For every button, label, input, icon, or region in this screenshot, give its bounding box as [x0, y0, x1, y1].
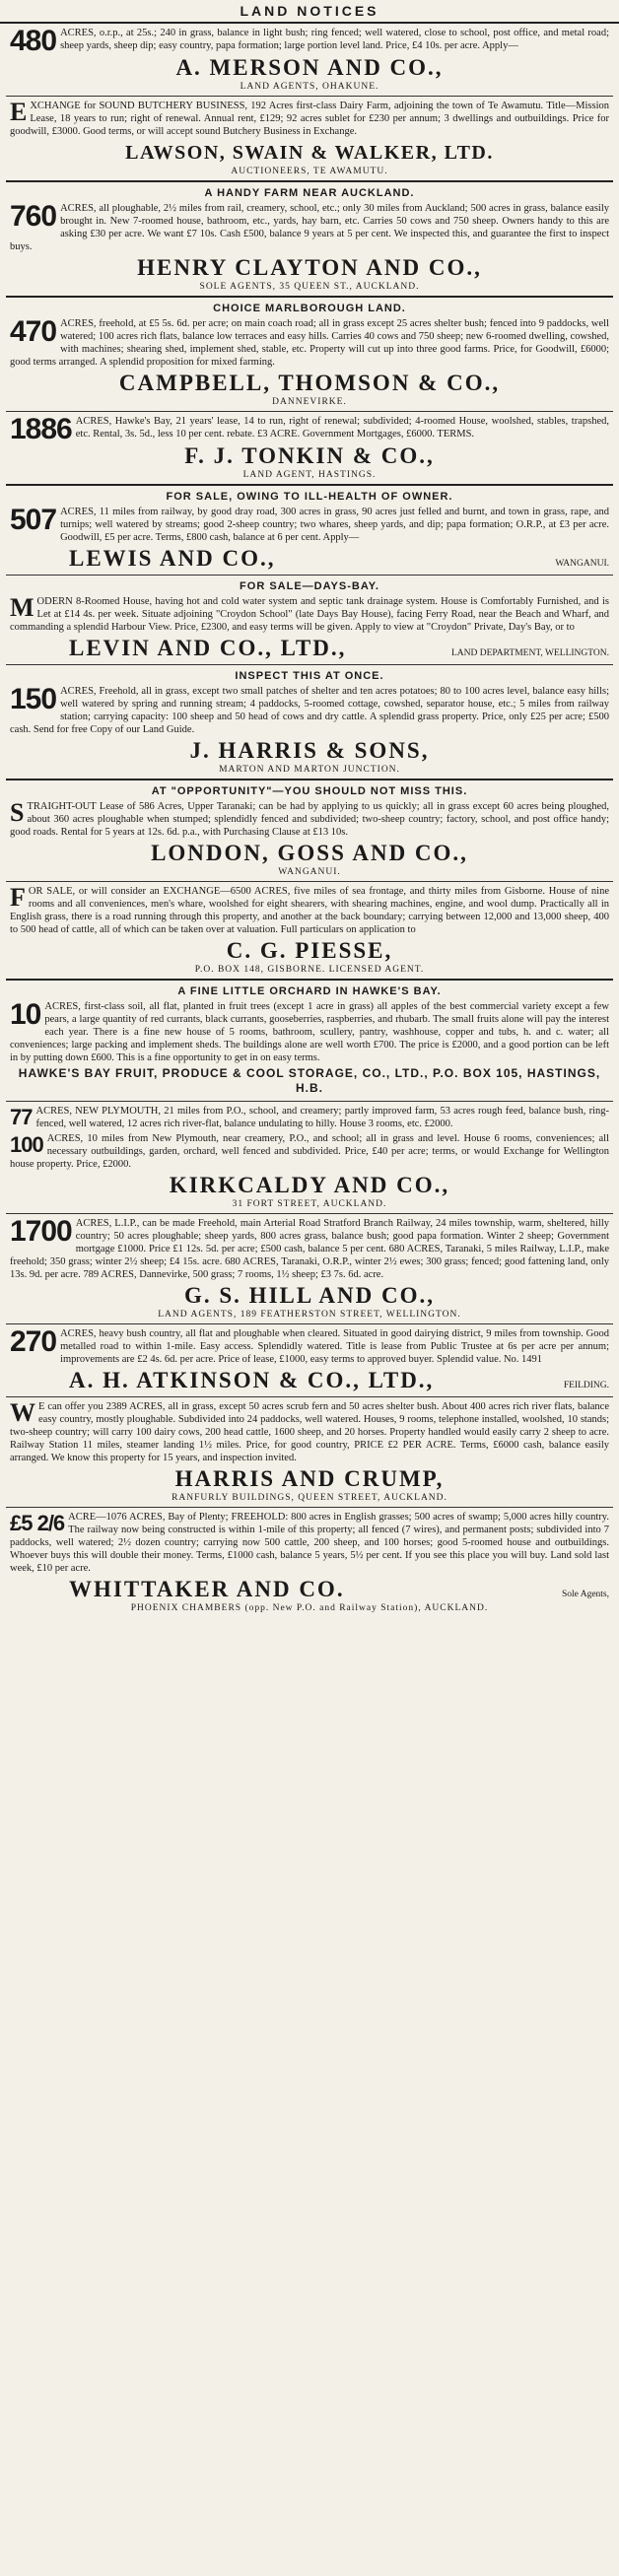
advertiser-name: C. G. PIESSE, — [226, 938, 393, 963]
ad-body — [10, 25, 609, 57]
land-notice-ad — [0, 882, 619, 979]
drop-cap: F — [10, 883, 26, 912]
ad-body — [10, 100, 609, 138]
ad-text: OR SALE, or will consider an EXCHANGE—6500 ACRES, five miles of sea frontage, and thirty miles from Gisborne. House of nine rooms and all conveniences, men's whare, woolshed for eight shearers, with shearing machines, engine, and wool dump. Practically all in English grass, there is a road running through this property, and another at the back boundary; carrying between 12,000 and 13,000 sheep, 400 to 500 head of cattle, all of which can be taken over at valuation. Full particulars on application to — [10, 886, 609, 935]
land-notice-ad — [0, 1102, 619, 1213]
ad-heading: FOR SALE, OWING TO ILL-HEALTH OF OWNER. — [166, 491, 453, 503]
page-title: LAND NOTICES — [0, 0, 619, 24]
advertiser-row — [10, 634, 609, 661]
ad-body — [10, 1105, 609, 1130]
acreage-lead: 77 — [10, 1105, 33, 1129]
advertiser-name: CAMPBELL, THOMSON & CO., — [118, 371, 501, 395]
acreage-lead: 150 — [10, 683, 57, 715]
ad-heading: A HANDY FARM NEAR AUCKLAND. — [204, 187, 415, 199]
ad-heading: INSPECT THIS AT ONCE. — [235, 670, 384, 682]
ad-text: ACRES, L.I.P., can be made Freehold, main Arterial Road Stratford Branch Railway, 24 miles township, warm, sheltered, hilly country; 50 acres ploughable; sheep yards, 800 acres grass, balance bush; good papa formation. Winter 2 sheep; Government mortgage £1000. Price £1 12s. 5d. per acre; £500 cash, balance 5 per cent. 680 ACRES, Taranaki, 5 miles Railway, L.I.P., make freehold; 350 grass; winter 2½ sheep; £4 15s. acre. 680 ACRES, Taranaki, O.R.P., winter 2½ ewes; 300 grass; fenced; good fattening land, only 13s. 9d. per acre. 789 ACRES, Dannevirke, 500 grass; 7 rooms, 1½ sheep; £3 7s. 6d. acre. — [10, 1218, 609, 1280]
advertiser-address: AUCTIONEERS, TE AWAMUTU. — [231, 167, 388, 176]
land-notice-ad — [0, 981, 619, 1101]
advertiser-row — [10, 544, 609, 572]
price-lead: £5 2/6 — [10, 1511, 65, 1535]
advertiser-role: Sole Agents, — [561, 1590, 609, 1599]
ad-body — [10, 1327, 609, 1366]
ad-text: ODERN 8-Roomed House, having hot and cold water system and septic tank drainage system. House is Comfortably Furnished, and is Let at £14 4s. per week. Situate adjoining "Croydon School" (late Days Bay House), facing Ferry Road, near the Beach and Wharf, and commanding a splendid Harbour View. Price, £2300, and easy terms will be given. Apply to view at "Croydon" Private, Day's Bay, or to — [10, 596, 609, 633]
ad-body — [10, 1400, 609, 1464]
acreage-lead: 270 — [10, 1325, 57, 1358]
land-notice-ad — [0, 1214, 619, 1323]
ad-text: ACRES, 11 miles from railway, by good dray road, 300 acres in grass, 90 acres just felled and burnt, and town in grass, rape, and turnips; well watered by streams; good 2-sheep country; two whares, sheep yards, and dip; papa formation; O.R.P., at £3 per acre. Goodwill, £5 per acre. Terms, £800 cash, balance at 6 per cent. Apply— — [60, 507, 609, 543]
drop-cap: W — [10, 1398, 35, 1427]
advertiser-address: PHOENIX CHAMBERS (opp. New P.O. and Railway Station), AUCKLAND. — [130, 1603, 489, 1613]
advertiser-name: KIRKCALDY AND CO., — [169, 1173, 450, 1197]
advertiser-name: LEWIS AND CO., — [69, 546, 276, 571]
advertiser-name: J. HARRIS & SONS, — [189, 738, 430, 763]
acreage-lead: 10 — [10, 998, 41, 1031]
land-notice-ad — [0, 1397, 619, 1507]
advertiser-address: SOLE AGENTS, 35 QUEEN ST., AUCKLAND. — [199, 282, 420, 292]
land-notice-ad — [0, 298, 619, 411]
drop-cap: S — [10, 798, 25, 827]
advertiser-address: DANNEVIRKE. — [272, 397, 347, 407]
acreage-lead: 507 — [10, 504, 57, 536]
ad-text: ACRES, Hawke's Bay, 21 years' lease, 14 to run, right of renewal; subdivided; 4-roomed House, woolshed, stables, trapshed, etc. Rental, 3s. 5d., less 10 per cent. rebate. £3 ACRE. Government Mortgages, £6000. TERMS. — [75, 416, 609, 440]
land-notice-ad — [0, 1508, 619, 1617]
ad-text: ACRES, 10 miles from New Plymouth, near creamery, P.O., and school; all in grass and level. House 6 rooms, conveniences; all necessary outbuildings, garden, orchard, well fenced and subdivided. Price, £40 per acre; terms, or would Exchange for Wellington house property. Price, £2000. — [10, 1133, 609, 1170]
advertiser-name: G. S. HILL AND CO., — [184, 1283, 435, 1308]
ad-text: ACRES, Freehold, all in grass, except two small patches of shelter and ten acres potatoes; 80 to 100 acres level, balance easy hills; well watered by spring and running stream; 4 paddocks, 5-roomed cottage, cowshed, separator house, etc.; 5 miles from railway station; carrying capacity: 100 sheep and 50 head of cows and dry cattle. A splendid grass property. Price, only £25 per acre; £500 cash. Send for free Copy of our Land Guide. — [10, 686, 609, 735]
ad-body — [10, 800, 609, 839]
ad-text: XCHANGE for SOUND BUTCHERY BUSINESS, 192 Acres first-class Dairy Farm, adjoining the town of Te Awamutu. Title—Mission Lease, 18 years to run; right of renewal. Annual rent, £129; 92 acres sublet for £230 per annum; 3 dwellings and outbuildings. Price for goodwill, £3000. Good terms, or will accept sound Butchery Business in Exchange. — [10, 101, 609, 137]
advertiser-row — [10, 1575, 609, 1602]
advertiser-address: WANGANUI. — [278, 867, 341, 877]
ad-body — [10, 317, 609, 369]
land-notice-ad — [0, 1324, 619, 1396]
ad-body — [10, 1130, 609, 1171]
acreage-lead: 470 — [10, 315, 57, 348]
advertiser-name: WHITTAKER AND CO. — [69, 1577, 345, 1601]
ad-text: ACRES, heavy bush country, all flat and ploughable when cleared. Situated in good dairying district, 9 miles from township. Good metalled road to within 1-mile. Easy access. Splendidly watered. Title is lease from Public Trustee at 6s per acre per annum; improvements are £2 4s. 6d. per acre. Price of lease, £1000, easy terms to approved buyer. Splendid value. No. 1491 — [60, 1328, 609, 1365]
ad-text: ACRES, all ploughable, 2½ miles from rail, creamery, school, etc.; only 30 miles from Auckland; 500 acres in grass, balance easily brought in. New 7-roomed house, bathroom, etc., yards, hay barn, etc. Carries 50 cows and 750 sheep. Owners handy to this are asking £30 per acre. We want £7 10s. Cash £500, balance 9 years at 5 per cent. We inspected this, and guarantee the first to inspect buys. — [10, 203, 609, 252]
advertiser-name: LONDON, GOSS AND CO., — [151, 841, 468, 865]
advertiser-name: HARRIS AND CRUMP, — [174, 1466, 445, 1491]
drop-cap: M — [10, 593, 34, 622]
land-notice-ad — [0, 182, 619, 296]
ad-text: ACRES, NEW PLYMOUTH, 21 miles from P.O., school, and creamery; partly improved farm, 53 acres rough feed, balance bush, ring-fenced, well watered, 12 acres rich river-flat, balance undulating to hilly. House 3 rooms, etc. £2000. — [35, 1106, 609, 1129]
advertiser-address: LAND AGENTS, 189 FEATHERSTON STREET, WELLINGTON. — [158, 1310, 461, 1320]
land-notice-ad — [0, 486, 619, 575]
land-notice-ad — [0, 24, 619, 96]
ad-body — [10, 885, 609, 936]
ad-body — [10, 202, 609, 253]
advertiser-name: A. MERSON AND CO., — [175, 55, 444, 80]
advertiser-name: F. J. TONKIN & CO., — [184, 443, 435, 468]
ad-heading: FOR SALE—DAYS-BAY. — [240, 580, 379, 592]
advertiser-address: RANFURLY BUILDINGS, QUEEN STREET, AUCKLAND. — [172, 1493, 447, 1503]
ad-text: ACRES, first-class soil, all flat, planted in fruit trees (except 1 acre in grass) all apples of the best commercial variety except a few pears, a large quantity of red currants, black currants, gooseberries, raspberries, and rhubarb. The small fruits alone will pay the interest each year. There is a fine new house of 5 rooms, bathroom, scullery, pantry, washhouse, copper and tubs, h. and c. water; all conveniences; large packing and implement sheds. The buildings alone are well worth £700. The price is £2000, and a good portion can be left in by putting down £600. This is a fine opportunity to get in on easy terms. — [10, 1001, 609, 1063]
ad-body — [10, 506, 609, 544]
advertiser-town: FEILDING. — [563, 1381, 609, 1390]
advertiser-name: LEVIN AND CO., LTD., — [69, 636, 347, 660]
ad-text: ACRES, freehold, at £5 5s. 6d. per acre; on main coach road; all in grass except 25 acres shelter bush; fenced into 9 paddocks, well watered; 100 acres rich flats, balance low terraces and easy hills. Carries 40 cows and 750 sheep; new 6-roomed dwelling, cowshed, with machines; shearing shed, implement shed, stable, etc. Property will cut up into three good farms. Price, for Goodwill, £6000; good terms arranged. A splendid proposition for mixed farming. — [10, 318, 609, 368]
land-notice-ad — [0, 412, 619, 484]
ad-text: ACRES, o.r.p., at 25s.; 240 in grass, balance in light bush; ring fenced; well watered, close to school, post office, and metal road; sheep yards, sheep dip; easy country, papa formation; large portion level land. Price, £4 10s. per acre. Apply— — [60, 28, 609, 51]
ad-text: ACRE—1076 ACRES, Bay of Plenty; FREEHOLD: 800 acres in English grasses; 500 acres of swamp; 5,000 acres hilly country. The railway now being constructed is within 1-mile of this property; all fenced (7 wires), and permanent posts; subdivided into 7 paddocks, well watered; 2½ dozen country; carrying now 500 cattle, 200 sheep, and 100 horses; good 5-roomed house and outbuildings. Whoever buys this will double their money. Terms, £1000 cash, balance 5 years, 5½ per cent. If you see this place you will buy. Land sold last week, £10 per acre. — [10, 1512, 609, 1574]
ad-body — [10, 1511, 609, 1575]
ad-heading: CHOICE MARLBOROUGH LAND. — [213, 303, 406, 314]
land-notice-ad — [0, 780, 619, 881]
land-notice-ad — [0, 576, 619, 664]
advertiser-name: HENRY CLAYTON AND CO., — [137, 255, 482, 280]
ad-body — [10, 595, 609, 634]
advertiser-address: P.O. BOX 148, GISBORNE. LICENSED AGENT. — [194, 965, 425, 975]
ad-text: TRAIGHT-OUT Lease of 586 Acres, Upper Taranaki; can be had by applying to us quickly; all in grass except 60 acres being ploughed, about 360 acres ploughable when stumped; splendidly fenced and subdivided; two-sheep country; factory, school, and post office handy; good roads. Rental for 5 years at 12s. 6d. p.a., with Purchasing Clause at £13 10s. — [10, 801, 609, 838]
ad-heading: AT "OPPORTUNITY"—YOU SHOULD NOT MISS THIS. — [151, 785, 468, 797]
land-notice-ad — [0, 665, 619, 779]
advertiser-department: LAND DEPARTMENT, WELLINGTON. — [450, 648, 609, 658]
acreage-lead: 1886 — [10, 413, 72, 445]
advertiser-address: LAND AGENT, HASTINGS. — [242, 470, 377, 480]
advertiser-address: 31 FORT STREET, AUCKLAND. — [232, 1199, 387, 1209]
land-notice-ad — [0, 97, 619, 180]
ad-body — [10, 685, 609, 736]
ad-heading: A FINE LITTLE ORCHARD IN HAWKE'S BAY. — [177, 985, 442, 997]
ad-body — [10, 1000, 609, 1064]
advertiser-name: LAWSON, SWAIN & WALKER, LTD. — [125, 142, 494, 164]
drop-cap: E — [10, 98, 28, 126]
advertiser-address: MARTON AND MARTON JUNCTION. — [219, 765, 400, 775]
ad-body — [10, 413, 609, 445]
advertiser-address: LAND AGENTS, OHAKUNE. — [240, 82, 379, 92]
advertiser-name: A. H. ATKINSON & CO., LTD., — [69, 1368, 435, 1392]
ad-text: E can offer you 2389 ACRES, all in grass, except 50 acres scrub fern and 50 acres shelter bush. About 400 acres rich river flats, balance easy country, mostly ploughable. Subdivided into 24 paddocks, well watered. Houses, 9 rooms, telephone installed, woolshed, 10 stands; two-sheep country; will carry 100 dairy cows, 200 head cattle, 1600 sheep, and 20 horses. Property handled would easily carry 2 sheep to acre. Railway Station 11 miles, steamer landing 1½ miles. Price, for good country, PRICE £2 PER ACRE. Terms, £6000 cash, balance easily arranged. We know this property for 15 years, and inspection invited. — [10, 1401, 609, 1463]
advertiser-town: WANGANUI. — [555, 559, 609, 569]
acreage-lead: 480 — [10, 25, 57, 57]
acreage-lead: 1700 — [10, 1215, 72, 1248]
acreage-lead: 100 — [10, 1132, 43, 1157]
ad-body — [10, 1217, 609, 1281]
advertiser-name: HAWKE'S BAY FRUIT, PRODUCE & COOL STORAGE, CO., LTD., P.O. BOX 105, HASTINGS, H.B. — [18, 1066, 601, 1095]
acreage-lead: 760 — [10, 200, 57, 233]
advertiser-row — [10, 1366, 609, 1393]
